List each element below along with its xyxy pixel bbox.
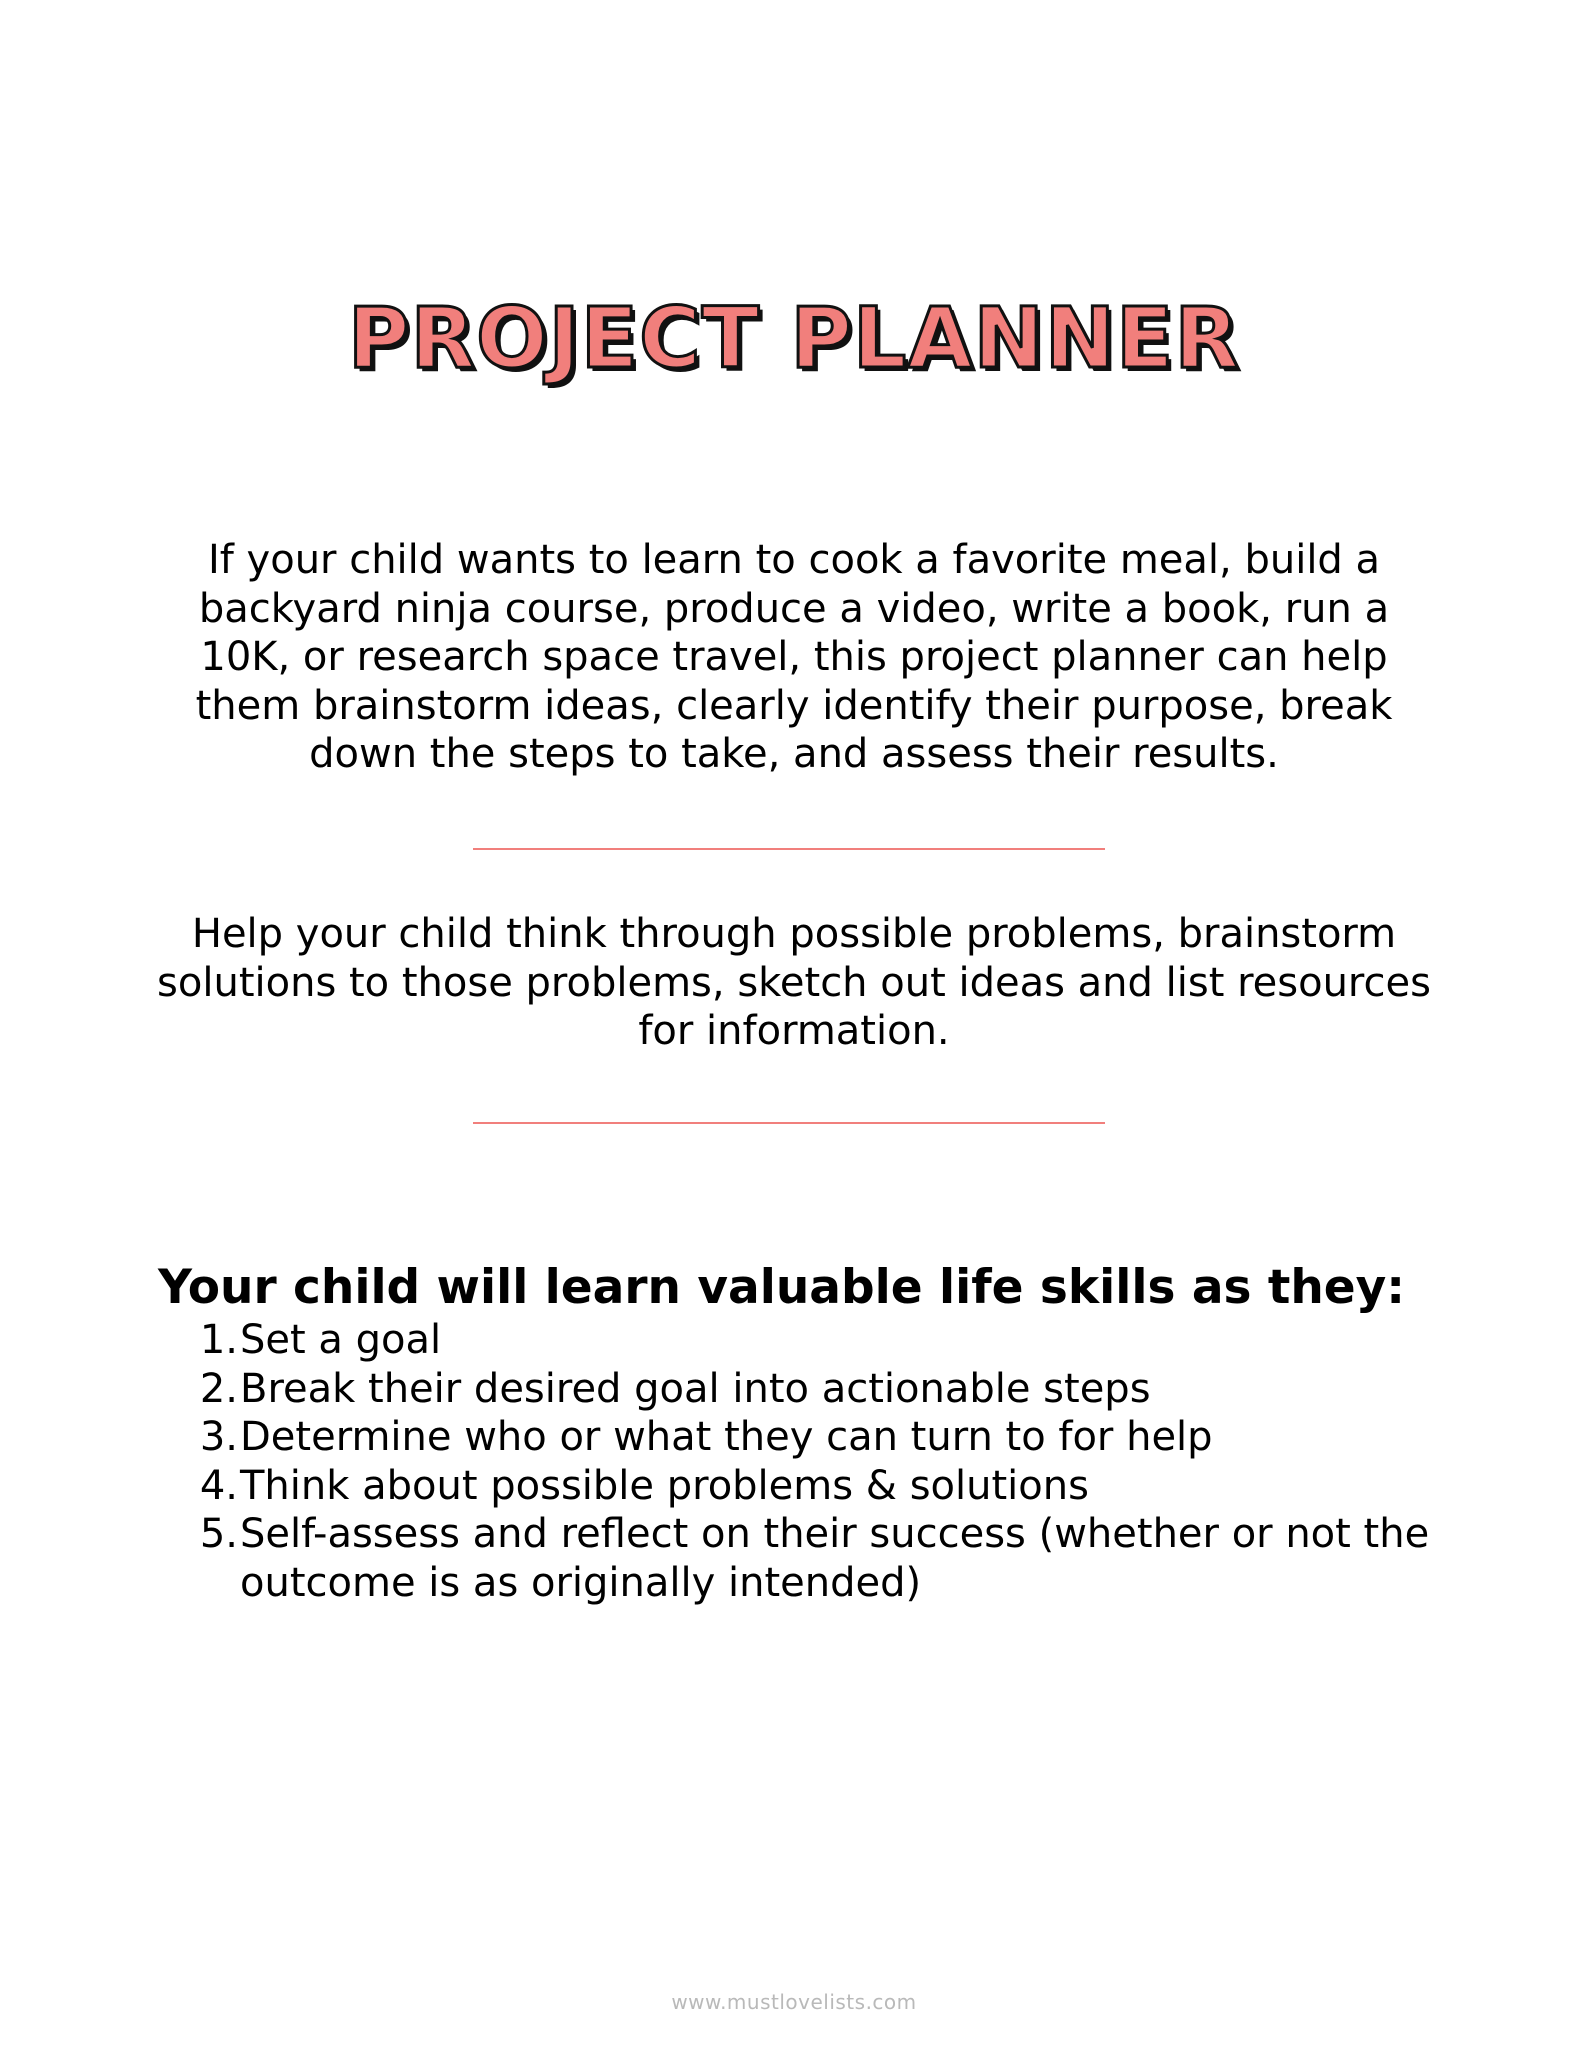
divider <box>473 1122 1105 1124</box>
list-item <box>186 1462 1446 1511</box>
list-item <box>186 1316 1446 1365</box>
list-item-number: 5. <box>199 1511 238 1557</box>
list-item-text: Self-assess and reflect on their success (whether or not the outcome is as originally intended) <box>240 1511 1430 1606</box>
intro-paragraph: If your child wants to learn to cook a favorite meal, build a backyard ninja course, produce a video, write a book, run a 10K, or research space travel, this project planner can help them brainstorm ideas, clearly identify their purpose, break down the steps to take, and assess their results. <box>195 537 1393 777</box>
list-item-text: Think about possible problems & solutions <box>240 1462 1089 1509</box>
page-title: PROJECT PLANNER <box>347 289 1241 387</box>
list-item <box>186 1413 1446 1462</box>
list-item-text: Break their desired goal into actionable steps <box>240 1365 1151 1412</box>
list-item-number: 1. <box>199 1317 238 1363</box>
list-item <box>186 1510 1446 1607</box>
divider <box>473 848 1105 850</box>
list-item-number: 2. <box>199 1365 238 1412</box>
help-paragraph: Help your child think through possible problems, brainstorm solutions to those problems, sketch out ideas and list resources for information. <box>157 911 1431 1054</box>
skills-list <box>186 1316 1446 1607</box>
footer-url: www.mustlovelists.com <box>671 1990 917 2014</box>
list-item <box>186 1365 1446 1414</box>
list-item-number: 4. <box>199 1462 238 1509</box>
list-item-text: Set a goal <box>240 1317 442 1363</box>
list-item-number: 3. <box>199 1414 238 1460</box>
skills-heading: Your child will learn valuable life skills as they: <box>158 1260 1406 1315</box>
list-item-text: Determine who or what they can turn to for help <box>240 1414 1213 1460</box>
